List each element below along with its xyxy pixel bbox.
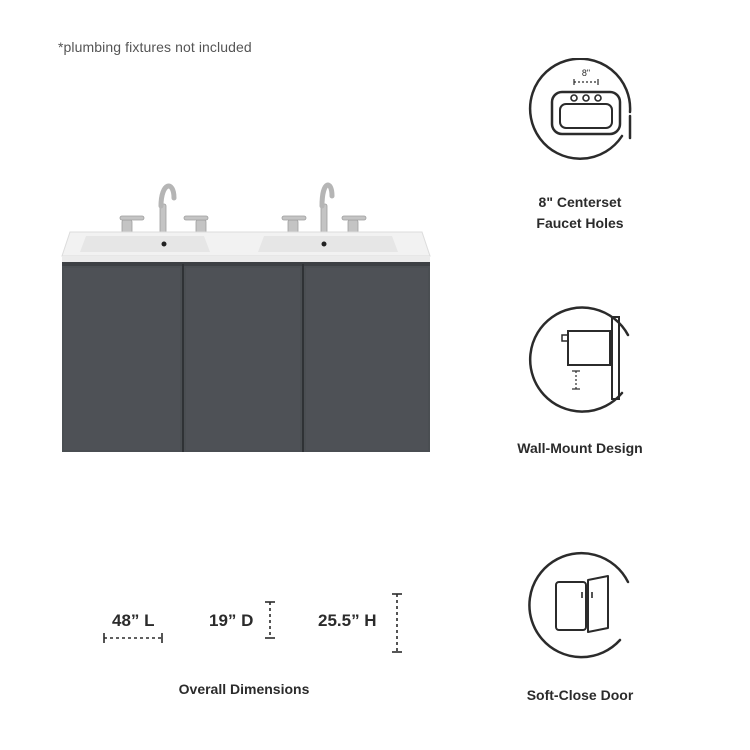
feature-soft-close: [505, 550, 655, 706]
feature-label-line2: Faucet Holes: [536, 215, 624, 231]
plumbing-note: *plumbing fixtures not included: [58, 39, 252, 55]
soft-close-door-icon: [524, 550, 636, 662]
right-faucet-set: [282, 185, 366, 236]
feature-wall-mount: [505, 305, 655, 459]
faucet-spacing-label: 8": [581, 68, 591, 78]
wall-mount-icon: [524, 305, 636, 417]
right-basin: [258, 236, 398, 252]
dimension-depth: 19” D: [209, 611, 254, 630]
dimension-length: 48” L: [112, 611, 155, 630]
feature-label: Soft-Close Door: [526, 687, 634, 703]
dimensions-caption: Overall Dimensions: [178, 681, 310, 697]
left-basin: [80, 236, 210, 252]
feature-label: Wall-Mount Design: [517, 440, 643, 456]
feature-label-line1: 8" Centerset: [538, 194, 622, 210]
dimension-height: 25.5” H: [318, 611, 377, 630]
left-faucet-set: [120, 186, 208, 236]
faucet-holes-icon: [526, 58, 634, 166]
vanity-product-image: [56, 176, 436, 460]
feature-faucet-holes: [505, 58, 655, 234]
